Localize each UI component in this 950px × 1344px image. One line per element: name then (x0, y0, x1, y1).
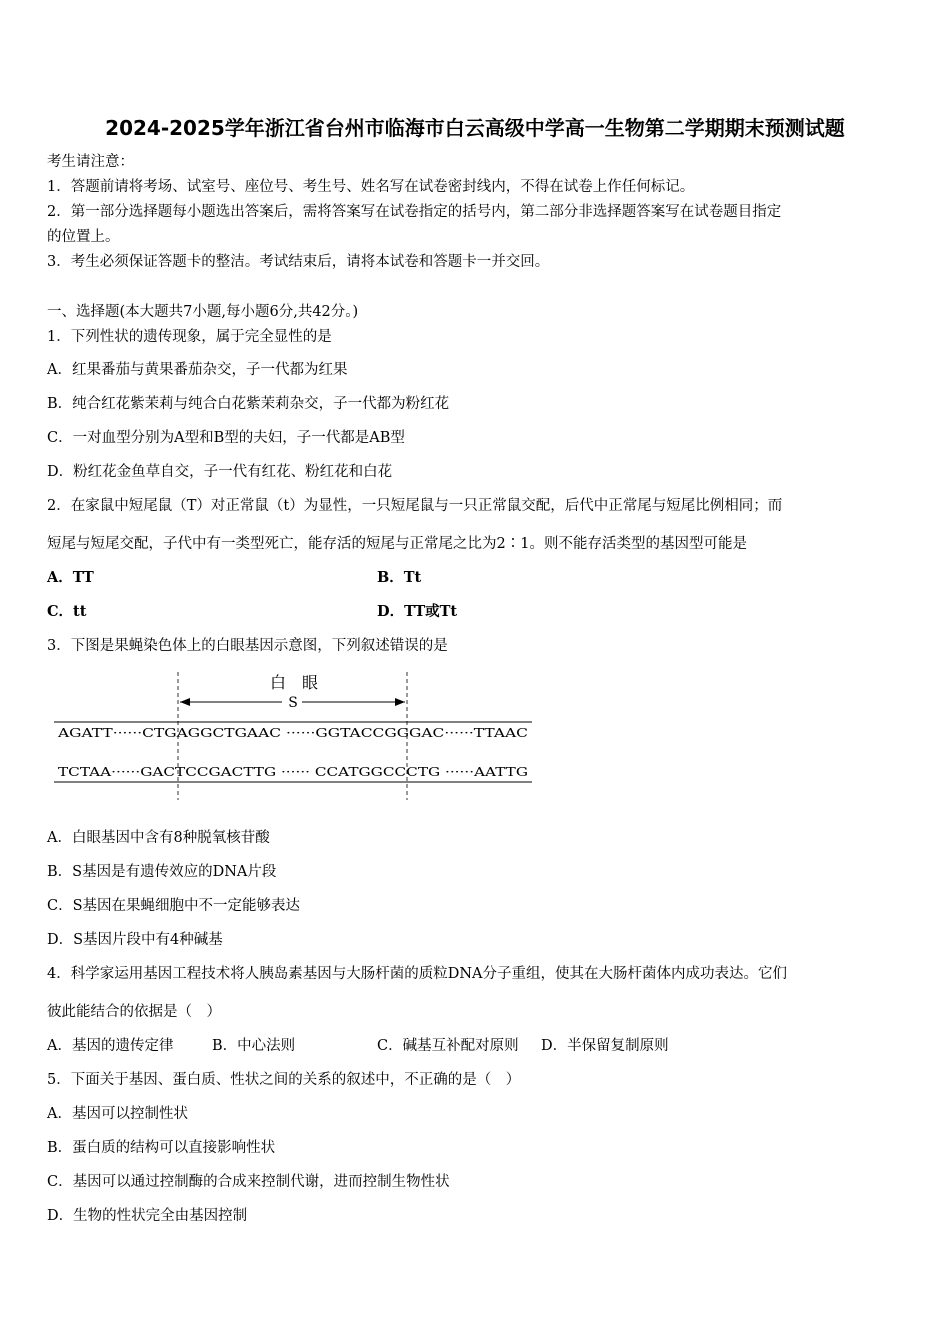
q3-option-c: C．S基因在果蝇细胞中不一定能够表达 (47, 898, 301, 914)
top-strand-sequence: AGATT······CTGAGGCTGAAC ······GGTACCGGGAC······TTAAC (56, 725, 529, 740)
q1-option-c: C．一对血型分别为A型和B型的夫妇，子一代都是AB型 (47, 430, 405, 446)
q2-option-d: D．TT或Tt (377, 603, 458, 620)
q3-option-d: D．S基因片段中有4种碱基 (47, 932, 223, 948)
q4-option-a: A．基因的遗传定律 (47, 1038, 174, 1054)
q3-option-b: B．S基因是有遗传效应的DNA片段 (47, 864, 277, 880)
q1-option-d: D．粉红花金鱼草自交，子一代有红花、粉红花和白花 (47, 464, 393, 480)
q5-option-b: B．蛋白质的结构可以直接影响性状 (47, 1140, 276, 1156)
question-2-stem-line1: 2．在家鼠中短尾鼠（T）对正常鼠（t）为显性，一只短尾鼠与一只正常鼠交配，后代中正常尾与短尾比例相同；而 (47, 498, 783, 514)
question-3-stem: 3．下图是果蝇染色体上的白眼基因示意图，下列叙述错误的是 (47, 638, 448, 654)
q1-option-b: B．纯合红花紫茉莉与纯合白花紫茉莉杂交，子一代都为粉红花 (47, 396, 450, 412)
q5-option-d: D．生物的性状完全由基因控制 (47, 1208, 248, 1224)
section-heading: 一、选择题(本大题共7小题,每小题6分,共42分。) (47, 304, 359, 320)
q2-option-a: A．TT (47, 569, 94, 586)
white-eye-gene-figure (50, 668, 540, 804)
question-2-stem-line2: 短尾与短尾交配，子代中有一类型死亡，能存活的短尾与正常尾之比为2∶1。则不能存活类型的基因型可能是 (47, 536, 747, 552)
notice-item-3: 3．考生必须保证答题卡的整洁。考试结束后，请将本试卷和答题卡一并交回。 (47, 254, 550, 270)
question-4-stem-line1: 4．科学家运用基因工程技术将人胰岛素基因与大肠杆菌的质粒DNA分子重组，使其在大肠杆菌体内成功表达。它们 (47, 966, 788, 982)
q5-option-c: C．基因可以通过控制酶的合成来控制代谢，进而控制生物性状 (47, 1174, 450, 1190)
arrow-head-left (180, 698, 190, 706)
arrow-head-right (395, 698, 405, 706)
q2-option-b: B．Tt (377, 569, 422, 586)
gene-label: 白 眼 (269, 673, 319, 692)
s-label: S (288, 695, 298, 711)
q2-option-c: C．tt (47, 603, 87, 620)
question-4-stem-line2: 彼此能结合的依据是（ ） (47, 1004, 221, 1020)
notice-item-1: 1．答题前请将考场、试室号、座位号、考生号、姓名写在试卷密封线内，不得在试卷上作任何标记。 (47, 179, 695, 195)
notice-heading: 考生请注意： (47, 154, 134, 170)
q1-option-a: A．红果番茄与黄果番茄杂交，子一代都为红果 (47, 362, 348, 378)
q4-option-d: D．半保留复制原则 (541, 1038, 669, 1054)
notice-item-2-cont: 的位置上。 (47, 229, 120, 245)
bottom-strand-sequence: TCTAA······GACTCCGACTTG ······ CCATGGCCCTG ······AATTG (58, 764, 528, 779)
notice-item-2: 2．第一部分选择题每小题选出答案后，需将答案写在试卷指定的括号内，第二部分非选择题答案写在试卷题目指定 (47, 204, 782, 220)
q3-option-a: A．白眼基因中含有8种脱氧核苷酸 (47, 830, 270, 846)
exam-title: 2024-2025学年浙江省台州市临海市白云高级中学高一生物第二学期期末预测试题 (105, 116, 845, 140)
question-5-stem: 5．下面关于基因、蛋白质、性状之间的关系的叙述中，不正确的是（ ） (47, 1072, 521, 1088)
q4-option-c: C．碱基互补配对原则 (377, 1038, 519, 1054)
q5-option-a: A．基因可以控制性状 (47, 1106, 188, 1122)
q4-option-b: B．中心法则 (212, 1038, 296, 1054)
question-1-stem: 1．下列性状的遗传现象，属于完全显性的是 (47, 329, 332, 345)
